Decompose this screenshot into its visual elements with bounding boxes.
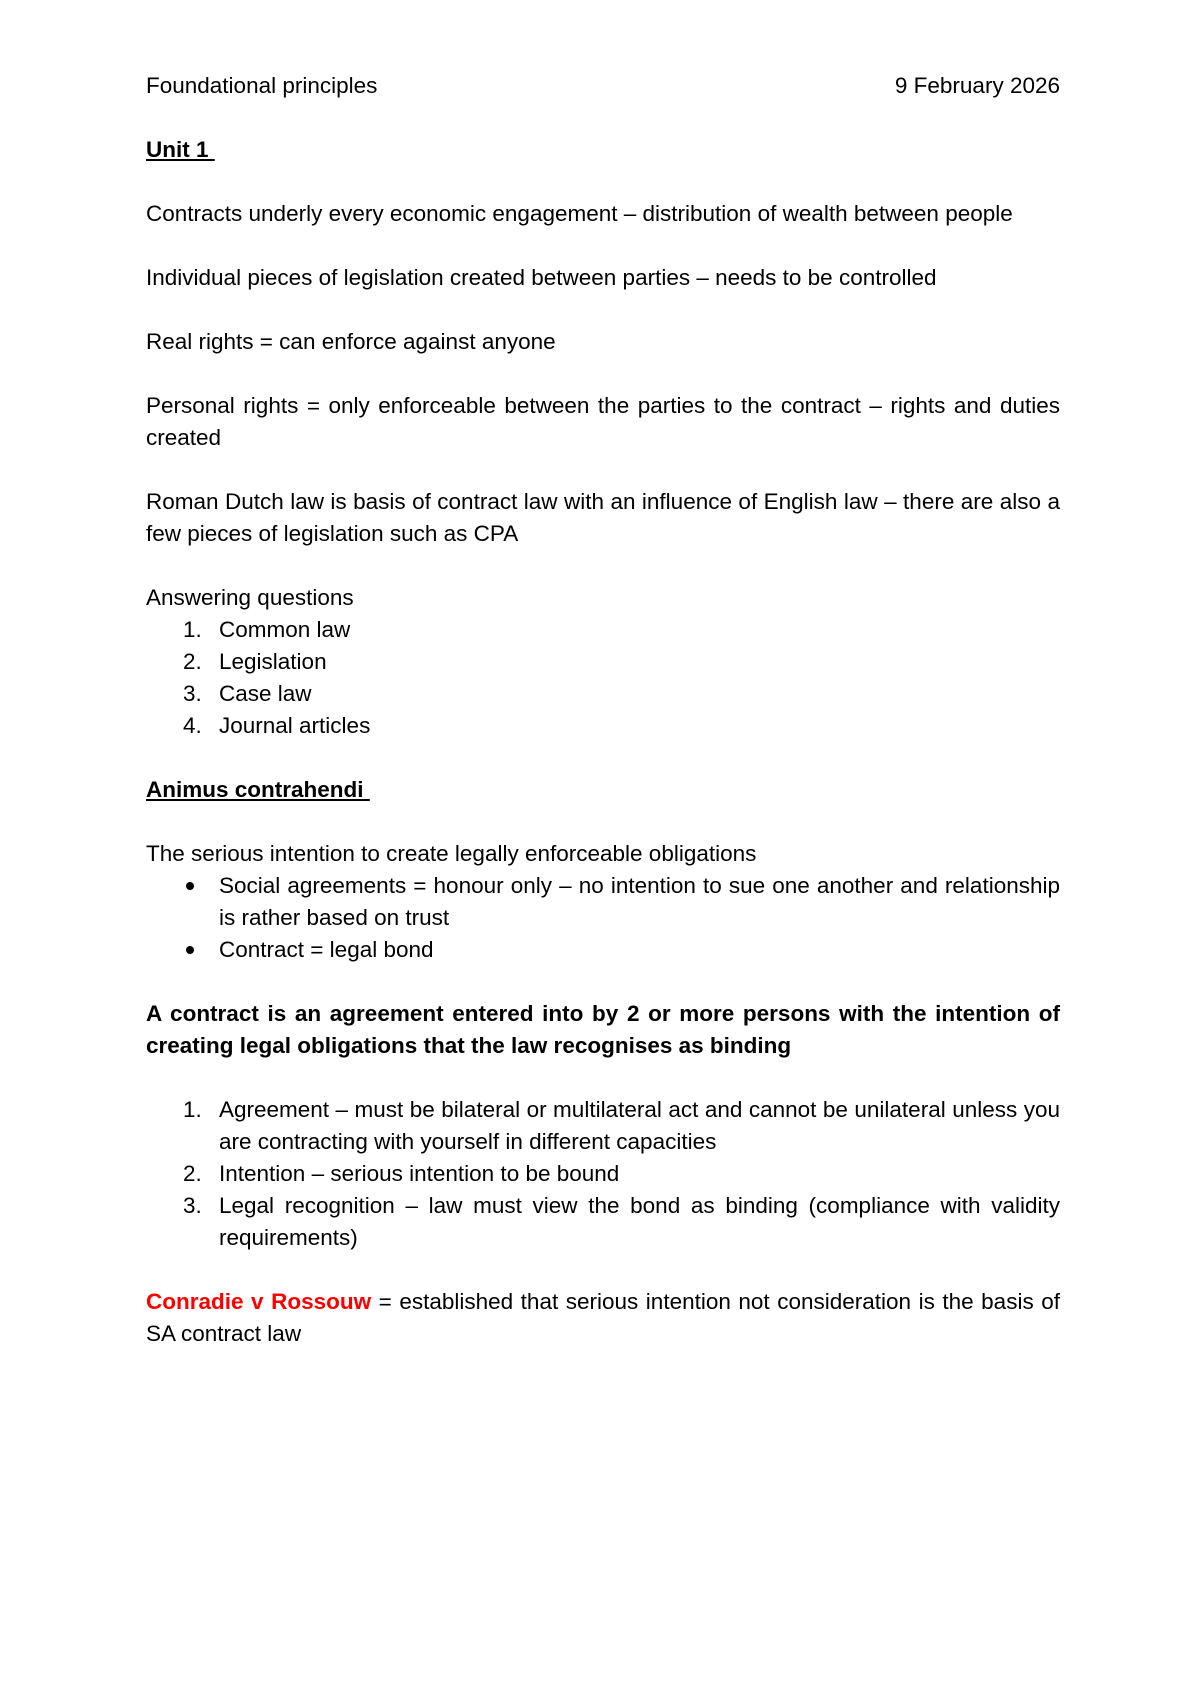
list-item-text: Agreement – must be bilateral or multilateral act and cannot be unilateral unless you are contracting with yourself in different capacities [219,1097,1060,1154]
case-name: Conradie v Rossouw [146,1289,372,1314]
answering-lead: Answering questions [146,585,354,610]
paragraph: Contracts underly every economic engagement – distribution of wealth between people [146,201,1013,226]
bullet-item [146,870,1060,934]
animus-bullet-list [146,870,1060,966]
contract-definition: A contract is an agreement entered into by 2 or more persons with the intention of creating legal obligations that the law recognises as binding [146,1001,1060,1058]
case-note [146,1286,1060,1350]
bullet-text: Social agreements = honour only – no intention to sue one another and relationship is rather based on trust [219,873,1060,930]
paragraph: Roman Dutch law is basis of contract law with an influence of English law – there are also a few pieces of legislation such as CPA [146,489,1060,546]
paragraph: Personal rights = only enforceable between the parties to the contract – rights and duties created [146,393,1060,450]
list-item [146,710,1060,742]
list-number: 3. [183,1193,202,1218]
list-number: 3. [183,681,202,706]
document-date: 9 February 2026 [894,73,1060,98]
list-item [146,1190,1060,1254]
list-item-text: Case law [219,681,312,706]
list-item [146,678,1060,710]
unit-heading: Unit 1 [146,137,215,162]
list-item [146,1094,1060,1158]
list-number: 2. [183,649,202,674]
bullet-text: Contract = legal bond [219,937,434,962]
list-item-text: Legal recognition – law must view the bond as binding (compliance with validity requirements) [219,1193,1060,1250]
case-note-text: = established that serious intention not consideration is the basis of SA contract law [146,1289,1060,1346]
list-number: 1. [183,1097,202,1122]
list-item [146,1158,1060,1190]
animus-lead: The serious intention to create legally enforceable obligations [146,841,757,866]
list-item [146,614,1060,646]
animus-heading: Animus contrahendi [146,777,370,802]
document-title: Foundational principles [146,73,378,98]
list-item-text: Common law [219,617,351,642]
elements-list [146,1094,1060,1254]
paragraph: Real rights = can enforce against anyone [146,329,556,354]
bullet-item [146,934,1060,966]
paragraph: Individual pieces of legislation created between parties – needs to be controlled [146,265,937,290]
bullet-dot-icon [186,946,194,954]
list-number: 1. [183,617,202,642]
list-item-text: Legislation [219,649,327,674]
list-item-text: Journal articles [219,713,371,738]
list-number: 2. [183,1161,202,1186]
bullet-dot-icon [186,882,194,890]
list-item-text: Intention – serious intention to be bound [219,1161,620,1186]
document-body [146,70,1060,1382]
list-number: 4. [183,713,202,738]
answering-list [146,614,1060,742]
list-item [146,646,1060,678]
page-header [146,70,1060,102]
